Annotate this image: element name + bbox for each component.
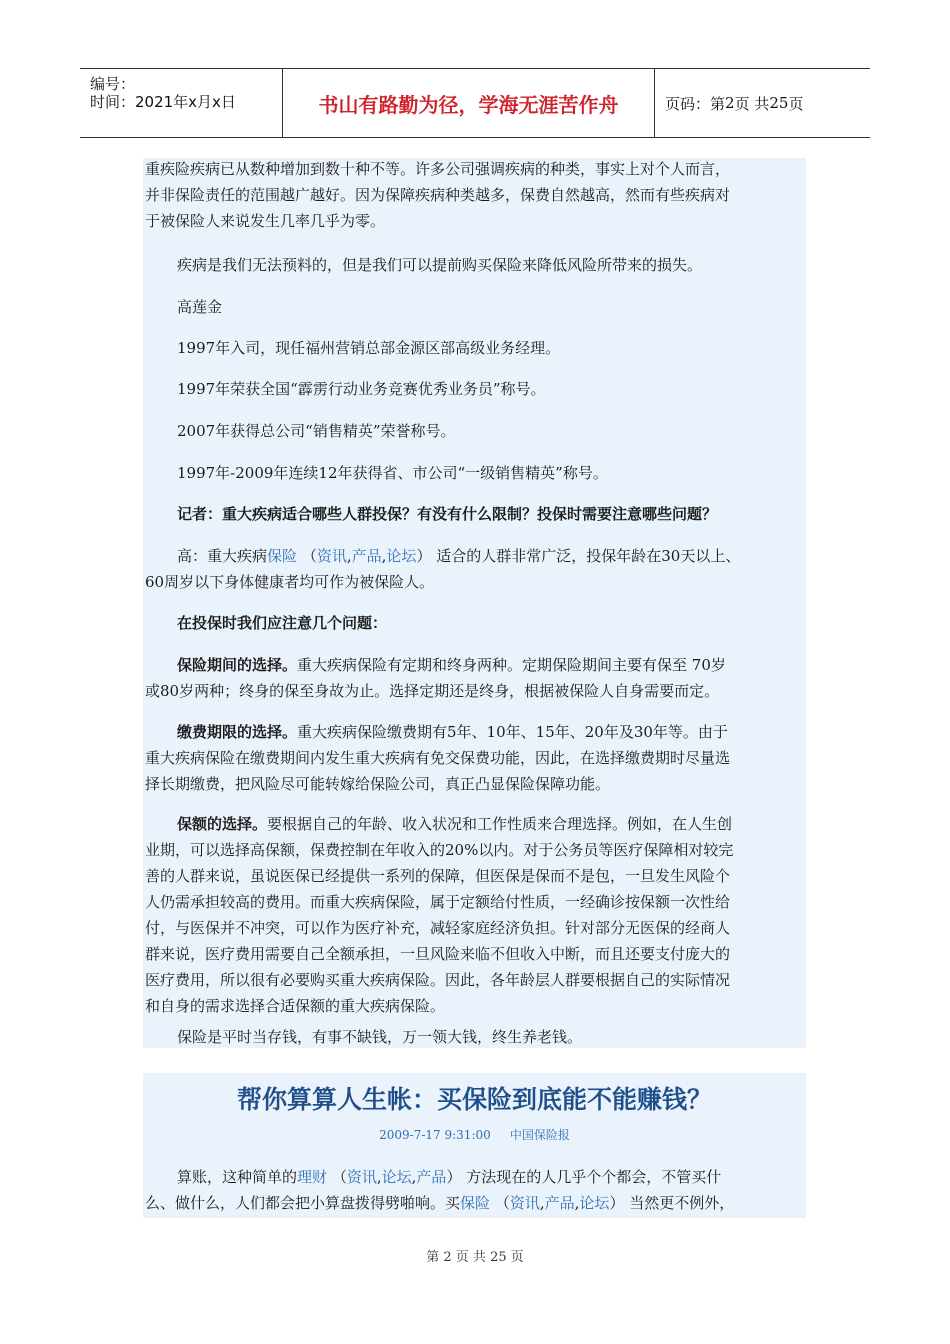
answer-line-2: 60周岁以下身体健康者均可作为被保险人。 — [145, 573, 435, 591]
product-link[interactable]: 产品 — [351, 547, 382, 565]
footer-suffix: 页 — [510, 1250, 524, 1265]
bio-line-1: 1997年入司，现任福州营销总部金源区部高级业务经理。 — [177, 339, 561, 357]
product-link[interactable]: 产品 — [544, 1194, 575, 1212]
page-footer — [0, 1246, 950, 1265]
notice-heading: 在投保时我们应注意几个问题： — [177, 614, 388, 632]
page-total: 25 — [769, 94, 789, 112]
s2-line1-rest: 方法现在的人几乎个个都会，不管买什 — [466, 1168, 722, 1186]
payment-line-2: 重大疾病保险在缴费期间内发生重大疾病有免交保费功能，因此，在选择缴费期时尽量选 — [145, 749, 731, 767]
amount-line-5: 付，与医保并不冲突，可以作为医疗补充，减轻家庭经济负担。针对部分无医保的经商人 — [145, 919, 731, 937]
intro-line-2: 并非保险责任的范围越广越好。因为保障疾病种类越多，保费自然越高，然而有些疾病对 — [145, 186, 731, 204]
news-link[interactable]: 资讯 — [316, 547, 347, 565]
tag-sep: , — [539, 1194, 545, 1212]
interview-question: 记者：重大疾病适合哪些人群投保？有没有什么限制？投保时需要注意哪些问题？ — [177, 505, 718, 523]
answer-rest: 适合的人群非常广泛，投保年龄在30天以上、 — [436, 547, 741, 565]
paragraph-risk: 疾病是我们无法预料的，但是我们可以提前购买保险来降低风险所带来的损失。 — [177, 256, 703, 274]
header-page-number — [665, 69, 870, 137]
news-link[interactable]: 资讯 — [509, 1194, 540, 1212]
tag-sep: , — [574, 1194, 580, 1212]
answer-line-1 — [177, 543, 740, 569]
tags-open: （ — [494, 1194, 510, 1212]
s2-line-2 — [145, 1190, 734, 1216]
amount-line-6: 群来说，医疗费用需要自己全额承担，一旦风险来临不但收入中断，而且还要支付庞大的 — [145, 945, 731, 963]
amount-line-2: 业期，可以选择高保额，保费控制在年收入的20%以内。对于公务员等医疗保障相对较完 — [145, 841, 734, 859]
amount-line-3: 善的人群来说，虽说医保已经提供一系列的保障，但医保是保而不是包，一旦发生风险个 — [145, 867, 731, 885]
page-prefix: 页码：第 — [665, 94, 726, 113]
forum-link[interactable]: 论坛 — [579, 1194, 610, 1212]
article-meta — [143, 1126, 806, 1143]
news-link[interactable]: 资讯 — [346, 1168, 377, 1186]
period-heading: 保险期间的选择。 — [177, 656, 298, 674]
amount-line-8: 和自身的需求选择合适保额的重大疾病保险。 — [145, 997, 446, 1015]
insurance-link[interactable]: 保险 — [460, 1194, 491, 1212]
bio-line-4: 1997年-2009年连续12年获得省、市公司“一级销售精英”称号。 — [177, 464, 608, 482]
bio-line-3: 2007年获得总公司“销售精英”荣誉称号。 — [177, 422, 456, 440]
tags-close: ） — [609, 1194, 625, 1212]
s2-line2-rest: 当然更不例外， — [629, 1194, 735, 1212]
payment-line-3: 择长期缴费，把风险尽可能转嫁给保险公司，真正凸显保险保障功能。 — [145, 775, 611, 793]
finance-link[interactable]: 理财 — [297, 1168, 328, 1186]
tag-sep: , — [381, 547, 387, 565]
tags-close: ） — [446, 1168, 462, 1186]
footer-prefix: 第 — [426, 1250, 440, 1265]
s2-line1-prefix: 算账，这种简单的 — [177, 1168, 298, 1186]
page-current: 2 — [725, 94, 735, 112]
tag-sep: , — [346, 547, 352, 565]
amount-heading: 保额的选择。 — [177, 815, 268, 833]
forum-link[interactable]: 论坛 — [381, 1168, 412, 1186]
closing-line: 保险是平时当存钱，有事不缺钱，万一领大钱，终生养老钱。 — [177, 1028, 583, 1046]
answer-prefix: 高：重大疾病 — [177, 547, 268, 565]
footer-current-page: 2 — [443, 1250, 452, 1265]
amount-line-1 — [177, 811, 732, 837]
page-header — [80, 68, 870, 138]
s2-line2-prefix: 么、做什么，人们都会把小算盘拨得劈啪响。买 — [145, 1194, 461, 1212]
payment-text: 重大疾病保险缴费期有5年、10年、15年、20年及30年等。由于 — [297, 723, 728, 741]
forum-link[interactable]: 论坛 — [386, 547, 417, 565]
article-date: 2009-7-17 9:31:00 — [379, 1128, 491, 1142]
article-source[interactable]: 中国保险报 — [509, 1128, 570, 1142]
insurance-link[interactable]: 保险 — [267, 547, 298, 565]
header-motto: 书山有路勤为径，学海无涯苦作舟 — [283, 69, 655, 137]
product-link[interactable]: 产品 — [416, 1168, 447, 1186]
page-suffix: 页 — [788, 94, 804, 113]
time-label: 时间：2021年x月x日 — [90, 93, 236, 111]
tag-sep: , — [411, 1168, 417, 1186]
number-label: 编号： — [90, 75, 136, 93]
footer-total-pages: 25 — [490, 1250, 507, 1265]
s2-line-1 — [177, 1164, 721, 1190]
amount-text: 要根据自己的年龄、收入状况和工作性质来合理选择。例如，在人生创 — [267, 815, 733, 833]
tags-open: （ — [331, 1168, 347, 1186]
payment-heading: 缴费期限的选择。 — [177, 723, 298, 741]
article-title: 帮你算算人生帐：买保险到底能不能赚钱？ — [236, 1085, 712, 1114]
period-line-2: 或80岁两种；终身的保至身故为止。选择定期还是终身，根据被保险人自身需要而定。 — [145, 682, 720, 700]
period-text: 重大疾病保险有定期和终身两种。定期保险期间主要有保至 70岁 — [297, 656, 726, 674]
intro-line-1: 重疾险疾病已从数种增加到数十种不等。许多公司强调疾病的种类，事实上对个人而言， — [145, 160, 731, 178]
intro-line-3: 于被保险人来说发生几率几乎为零。 — [145, 212, 386, 230]
header-meta — [80, 69, 283, 137]
amount-line-4: 人仍需承担较高的费用。而重大疾病保险，属于定额给付性质，一经确诊按保额一次性给 — [145, 893, 731, 911]
tags-close: ） — [416, 547, 432, 565]
bio-line-2: 1997年荣获全国“霹雳行动业务竞赛优秀业务员”称号。 — [177, 380, 546, 398]
period-line-1 — [177, 652, 726, 678]
page-mid: 页 共 — [734, 94, 770, 113]
person-name: 高莲金 — [177, 298, 223, 316]
tag-sep: , — [376, 1168, 382, 1186]
amount-line-7: 医疗费用，所以很有必要购买重大疾病保险。因此，各年龄层人群要根据自己的实际情况 — [145, 971, 731, 989]
tags-open: （ — [301, 547, 317, 565]
footer-mid: 页 共 — [455, 1250, 486, 1265]
payment-line-1 — [177, 719, 728, 745]
